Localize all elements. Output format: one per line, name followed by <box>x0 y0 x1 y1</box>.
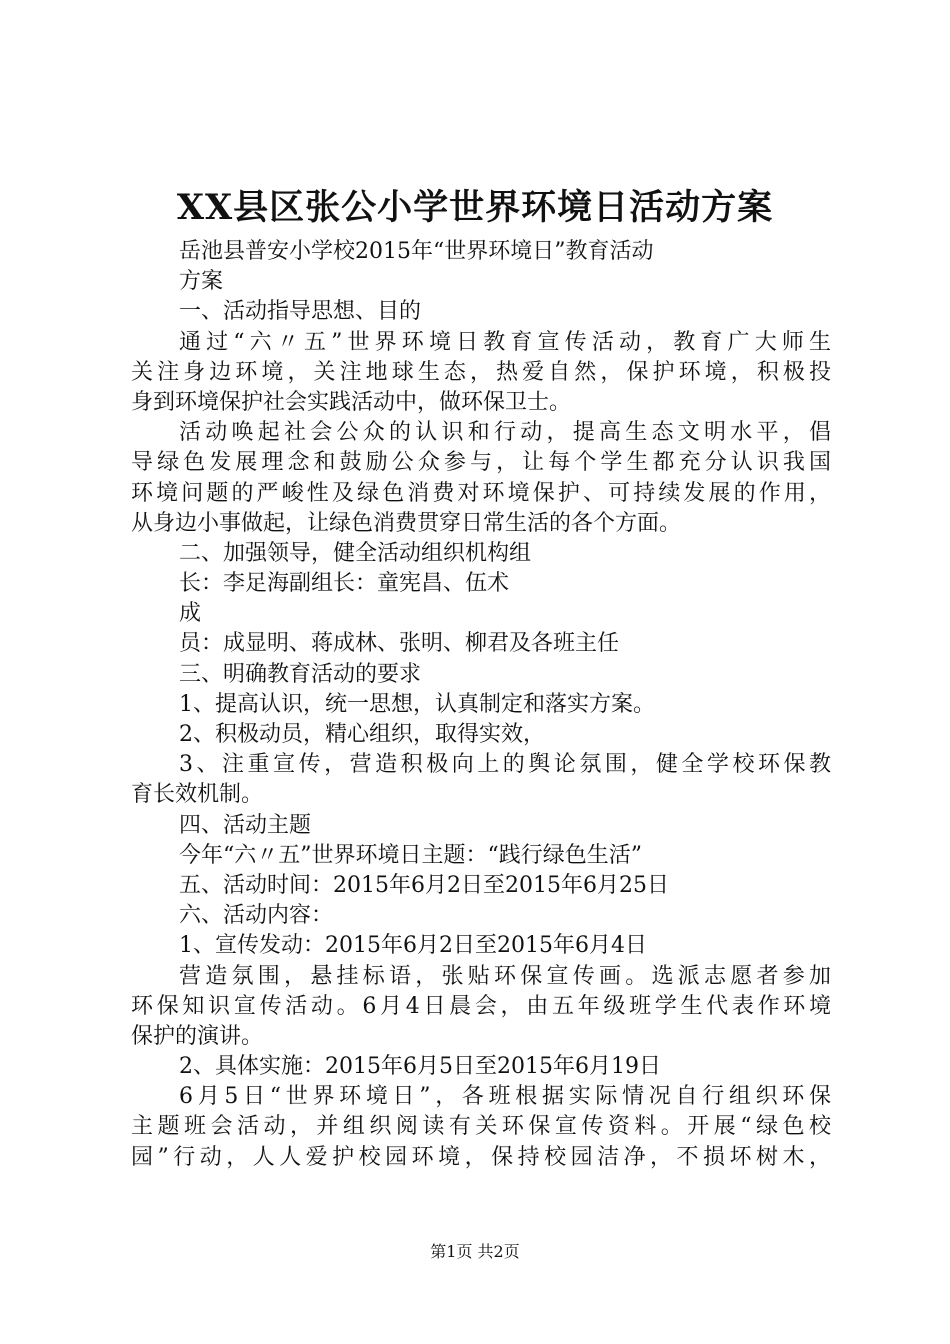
text-line: 六、活动内容： <box>179 903 334 929</box>
document-title: XX县区张公小学世界环境日活动方案 <box>176 187 774 228</box>
text-line: 育长效机制。 <box>131 782 264 808</box>
text-line: 今年“六〃五”世界环境日主题：“践行绿色生活” <box>179 842 642 868</box>
text-line: 3、注重宣传，营造积极向上的舆论氛围，健全学校环保教 <box>179 752 831 778</box>
text-line: 6月5日“世界环境日”，各班根据实际情况自行组织环保 <box>179 1084 831 1110</box>
text-line: 导绿色发展理念和鼓励公众参与，让每个学生都充分认识我国 <box>131 450 831 476</box>
text-line: 保护的演讲。 <box>131 1023 264 1049</box>
text-line: 二、加强领导，健全活动组织机构组 <box>179 540 532 566</box>
page-footer: 第1页 共2页 <box>430 1242 520 1261</box>
text-line: 1、提高认识，统一思想，认真制定和落实方案。 <box>179 691 655 717</box>
text-line: 2、积极动员，精心组织，取得实效， <box>179 722 545 747</box>
text-line: 四、活动主题 <box>179 812 312 838</box>
text-line: 一、活动指导思想、目的 <box>179 299 422 325</box>
text-line: 2、具体实施：2015年6月5日至2015年6月19日 <box>179 1054 661 1080</box>
text-line: 三、明确教育活动的要求 <box>179 661 422 687</box>
text-line: 五、活动时间：2015年6月2日至2015年6月25日 <box>179 872 669 898</box>
text-line: 身到环境保护社会实践活动中，做环保卫士。 <box>131 389 572 415</box>
text-line: 园”行动，人人爱护校园环境，保持校园洁净，不损坏树木， <box>131 1144 831 1170</box>
text-line: 活动唤起社会公众的认识和行动，提高生态文明水平，倡 <box>179 420 831 446</box>
text-line: 岳池县普安小学校2015年“世界环境日”教育活动 <box>179 239 654 264</box>
text-line: 主题班会活动，并组织阅读有关环保宣传资料。开展“绿色校 <box>131 1114 831 1140</box>
document-body <box>131 237 831 1173</box>
text-line: 1、宣传发动：2015年6月2日至2015年6月4日 <box>179 933 647 959</box>
text-line: 通过“六〃五”世界环境日教育宣传活动，教育广大师生 <box>179 329 831 355</box>
text-line: 员：成显明、蒋成林、张明、柳君及各班主任 <box>179 631 620 657</box>
text-line: 成 <box>179 601 202 627</box>
text-line: 营造氛围，悬挂标语，张贴环保宣传画。选派志愿者参加 <box>179 963 831 989</box>
text-line: 环保知识宣传活动。6月4日晨会，由五年级班学生代表作环境 <box>131 993 831 1019</box>
text-line: 环境问题的严峻性及绿色消费对环境保护、可持续发展的作用， <box>131 480 831 506</box>
text-line: 方案 <box>179 269 224 295</box>
text-line: 从身边小事做起，让绿色消费贯穿日常生活的各个方面。 <box>131 510 682 536</box>
text-line: 长：李足海副组长：童宪昌、伍术 <box>179 571 510 597</box>
text-line: 关注身边环境，关注地球生态，热爱自然，保护环境，积极投 <box>131 359 831 385</box>
